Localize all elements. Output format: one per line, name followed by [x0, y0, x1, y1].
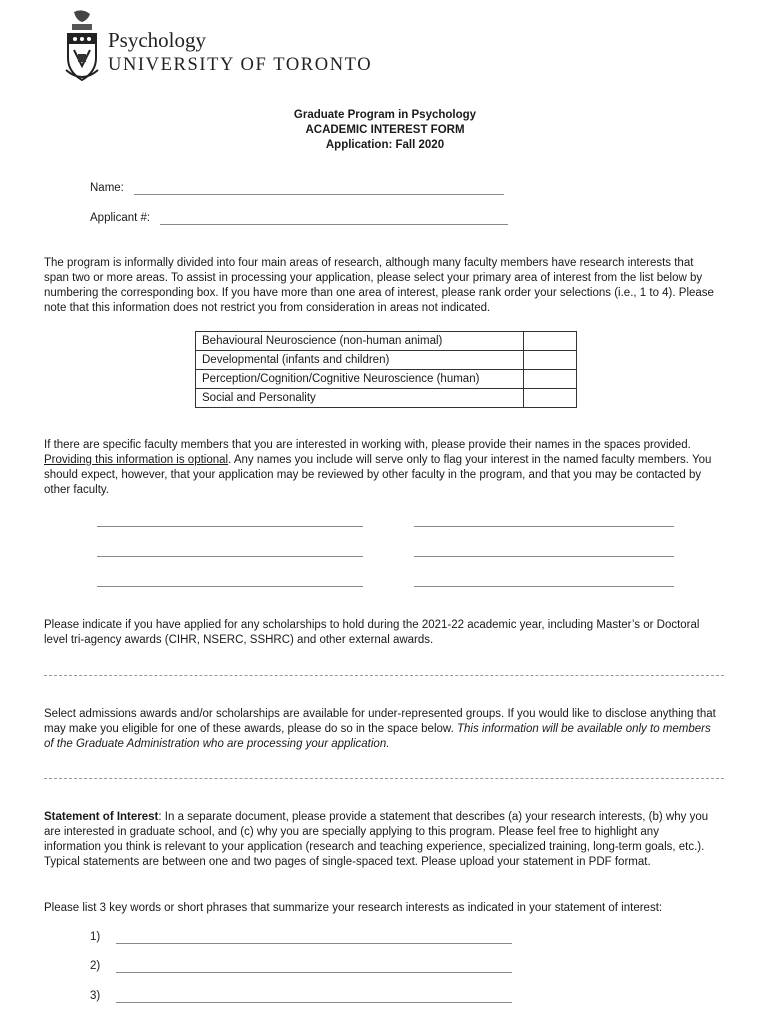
title-line-1: Graduate Program in Psychology — [293, 109, 477, 121]
faculty-text-a: If there are specific faculty members that you are interested in working with, please provide their names in the spaces provided. — [44, 439, 691, 451]
keyword-input-line[interactable] — [116, 972, 512, 973]
table-row — [196, 370, 577, 389]
keyword-number: 1) — [90, 931, 101, 943]
keyword-number: 3) — [90, 990, 101, 1002]
intro-paragraph: The program is informally divided into four main areas of research, although many faculty members have research interests that span two or more areas. To assist in processing your application, please select your primary area of interest from the list below by numbering the corresponding box. If you have more than one area of interest, please rank order your selections (i.e., 1 to 4). Please note that this information does not restrict you from consideration in areas not indicated. — [44, 257, 714, 314]
scholarship-paragraph: Please indicate if you have applied for any scholarships to hold during the 2021-22 academic year, including Master’s or Doctoral level tri-agency awards (CIHR, NSERC, SSHRC) and other external awards. — [44, 619, 700, 646]
admissions-answer-line[interactable] — [44, 778, 724, 779]
faculty-text-b: . Any names you include will serve only to flag your interest in the named faculty members. You should expect, however, that your application may be reviewed by other faculty in the program, and that you may be contacted by other faculty. — [44, 454, 712, 496]
admissions-text: Select admissions awards and/or scholarships are available for under-represented groups. If you would like to disclose anything that may make you eligible for one of these awards, please do so in the space below. — [44, 708, 716, 735]
title-line-3: Application: Fall 2020 — [325, 139, 445, 151]
admissions-privacy-note: This information will be available only to members of the Graduate Administration who are processing your application. — [44, 723, 711, 750]
name-input-line[interactable] — [134, 194, 504, 195]
applicant-input-line[interactable] — [160, 224, 508, 225]
admissions-paragraph — [44, 707, 716, 752]
university-name: UNIVERSITY OF TORONTO — [108, 55, 373, 75]
faculty-name-line[interactable] — [97, 556, 363, 557]
rank-box[interactable] — [524, 351, 577, 370]
faculty-name-line[interactable] — [414, 526, 674, 527]
applicant-field-row — [90, 212, 150, 224]
area-label: Developmental (infants and children) — [196, 351, 524, 370]
faculty-name-line[interactable] — [97, 586, 363, 587]
keywords-prompt: Please list 3 key words or short phrases that summarize your research interests as indicated in your statement of interest: — [44, 902, 663, 914]
statement-text: : In a separate document, please provide a statement that describes (a) your research interests, (b) why you are interested in graduate school, and (c) why you are specially applying to this program. Please feel free to highlight any information you think is relevant to your application (research and teaching experience, specialized training, long-term goals, etc.). Typical statements are between one and two pages of single-spaced text. Please upload your statement in PDF format. — [44, 811, 709, 868]
applicant-label: Applicant #: — [90, 212, 151, 224]
area-label: Behavioural Neuroscience (non-human animal) — [196, 332, 524, 351]
faculty-name-line[interactable] — [97, 526, 363, 527]
rank-box[interactable] — [524, 370, 577, 389]
faculty-paragraph — [44, 438, 716, 498]
table-row — [196, 332, 577, 351]
area-label: Social and Personality — [196, 389, 524, 408]
faculty-name-line[interactable] — [414, 556, 674, 557]
rank-box[interactable] — [524, 332, 577, 351]
name-label: Name: — [90, 182, 124, 194]
keyword-number: 2) — [90, 960, 101, 972]
coat-of-arms-icon — [64, 10, 100, 82]
university-logo — [64, 10, 394, 88]
keyword-input-line[interactable] — [116, 1002, 512, 1003]
form-title — [0, 108, 770, 153]
name-field-row — [90, 182, 124, 194]
research-areas-table — [195, 331, 577, 408]
optional-note: Providing this information is optional — [44, 454, 229, 466]
department-name: Psychology — [108, 28, 207, 52]
statement-paragraph — [44, 810, 716, 870]
table-row — [196, 351, 577, 370]
area-label: Perception/Cognition/Cognitive Neuroscience (human) — [196, 370, 524, 389]
statement-heading: Statement of Interest — [44, 811, 159, 823]
faculty-name-line[interactable] — [414, 586, 674, 587]
table-row — [196, 389, 577, 408]
rank-box[interactable] — [524, 389, 577, 408]
scholarship-answer-line[interactable] — [44, 675, 724, 676]
keyword-input-line[interactable] — [116, 943, 512, 944]
title-line-2: ACADEMIC INTEREST FORM — [305, 124, 465, 136]
